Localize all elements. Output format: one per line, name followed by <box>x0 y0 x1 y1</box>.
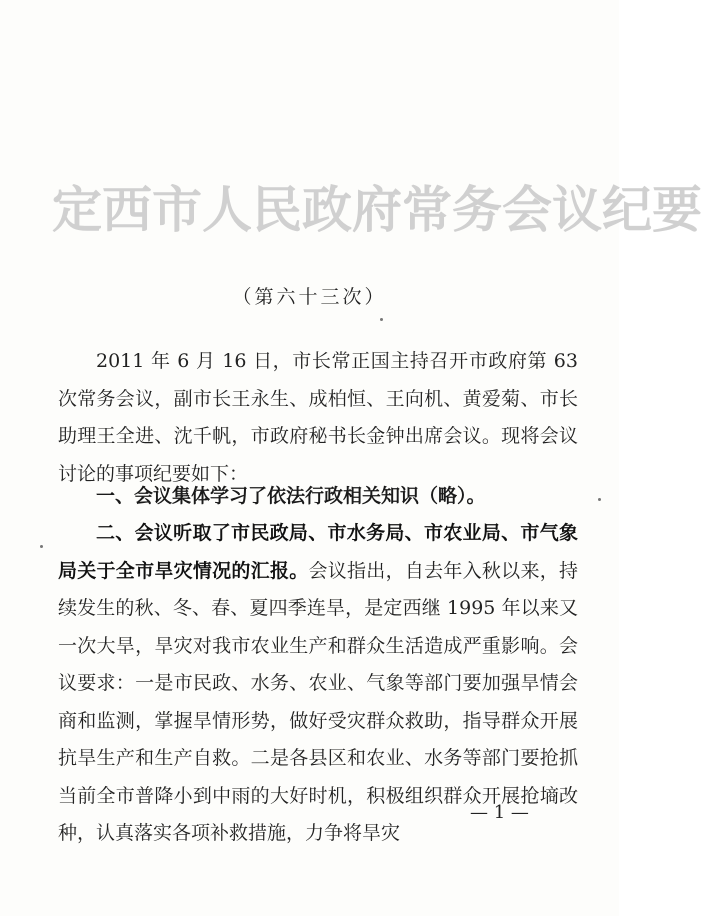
document-title: 定西市人民政府常务会议纪要 <box>52 180 702 239</box>
scan-speck <box>40 545 43 548</box>
scan-speck <box>598 498 601 501</box>
section-2-body: 会议指出，自去年入秋以来，持续发生的秋、冬、春、夏四季连旱，是定西继 1995 年以来又一次大旱，旱灾对我市农业生产和群众生活造成严重影响。会议要求：一是市民政、水务、农业、气象等部门要加强旱情会商和监测，掌握旱情形势，做好受灾群众救助，指导群众开展抗旱生产和生产自救。二是各县区和农业、水务等部门要抢抓当前全市普降小到中雨的大好时机，积极组织群众开展抢墒改种，认真落实各项补救措施，力争将旱灾 <box>58 559 578 844</box>
section-heading-1: 一、会议集体学习了依法行政相关知识（略）。 <box>96 485 486 507</box>
scan-speck <box>380 318 383 321</box>
page-number: — 1 — <box>470 802 529 823</box>
session-number: （第六十三次） <box>232 286 387 308</box>
paragraph-intro: 2011 年 6 月 16 日，市长常正国主持召开市政府第 63 次常务会议，副市长王永生、成柏恒、王向机、黄爱菊、市长助理王全进、沈千帆，市政府秘书长金钟出席会议。现将会议讨论的事项纪要如下： <box>58 350 578 485</box>
section-heading-2: 二、会议听取了市民政局、市水务局、市农业局、市气象局关于全市旱灾情况的汇报。 <box>58 522 578 582</box>
